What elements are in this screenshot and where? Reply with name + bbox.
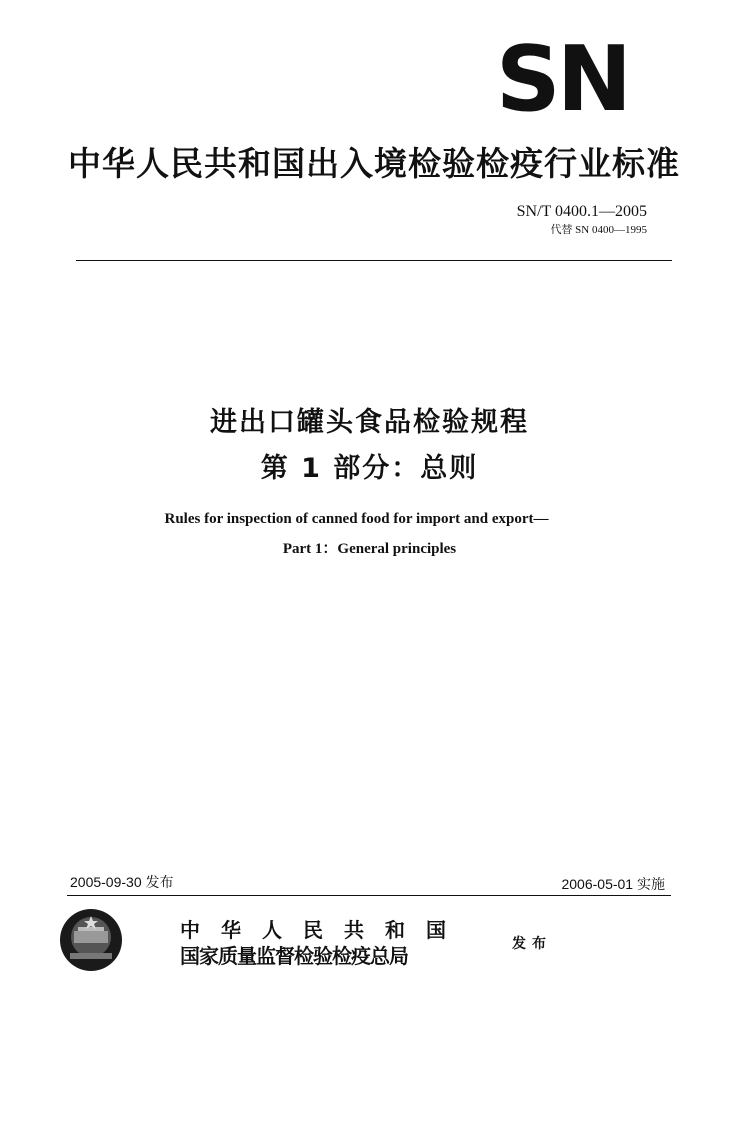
implementation-date: 2006-05-01 实施 xyxy=(561,876,665,892)
document-subtitle-cn: 第 1 部分：总则 xyxy=(260,453,479,484)
standard-code: SN/T 0400.1—2005 xyxy=(516,203,647,220)
document-title-en: Rules for inspection of canned food for import and export— xyxy=(164,511,549,527)
header-divider xyxy=(76,260,672,261)
document-subtitle-en: Part 1：General principles xyxy=(282,541,457,557)
replaces-standard: 代替 SN 0400—1995 xyxy=(550,224,647,236)
sn-logo xyxy=(488,40,636,118)
issuer-country: 中华人民共和国 xyxy=(180,918,467,942)
footer-divider xyxy=(67,895,671,896)
national-emblem-icon xyxy=(58,907,124,973)
issuer-agency: 国家质量监督检验检疫总局 xyxy=(180,944,408,968)
document-title-cn: 进出口罐头食品检验规程 xyxy=(210,407,529,438)
publish-label: 发布 xyxy=(512,936,552,952)
issue-date: 2005-09-30 发布 xyxy=(70,874,174,890)
organization-title: 中华人民共和国出入境检验检疫行业标准 xyxy=(68,144,680,183)
sn-logo-text: SN xyxy=(495,40,629,118)
